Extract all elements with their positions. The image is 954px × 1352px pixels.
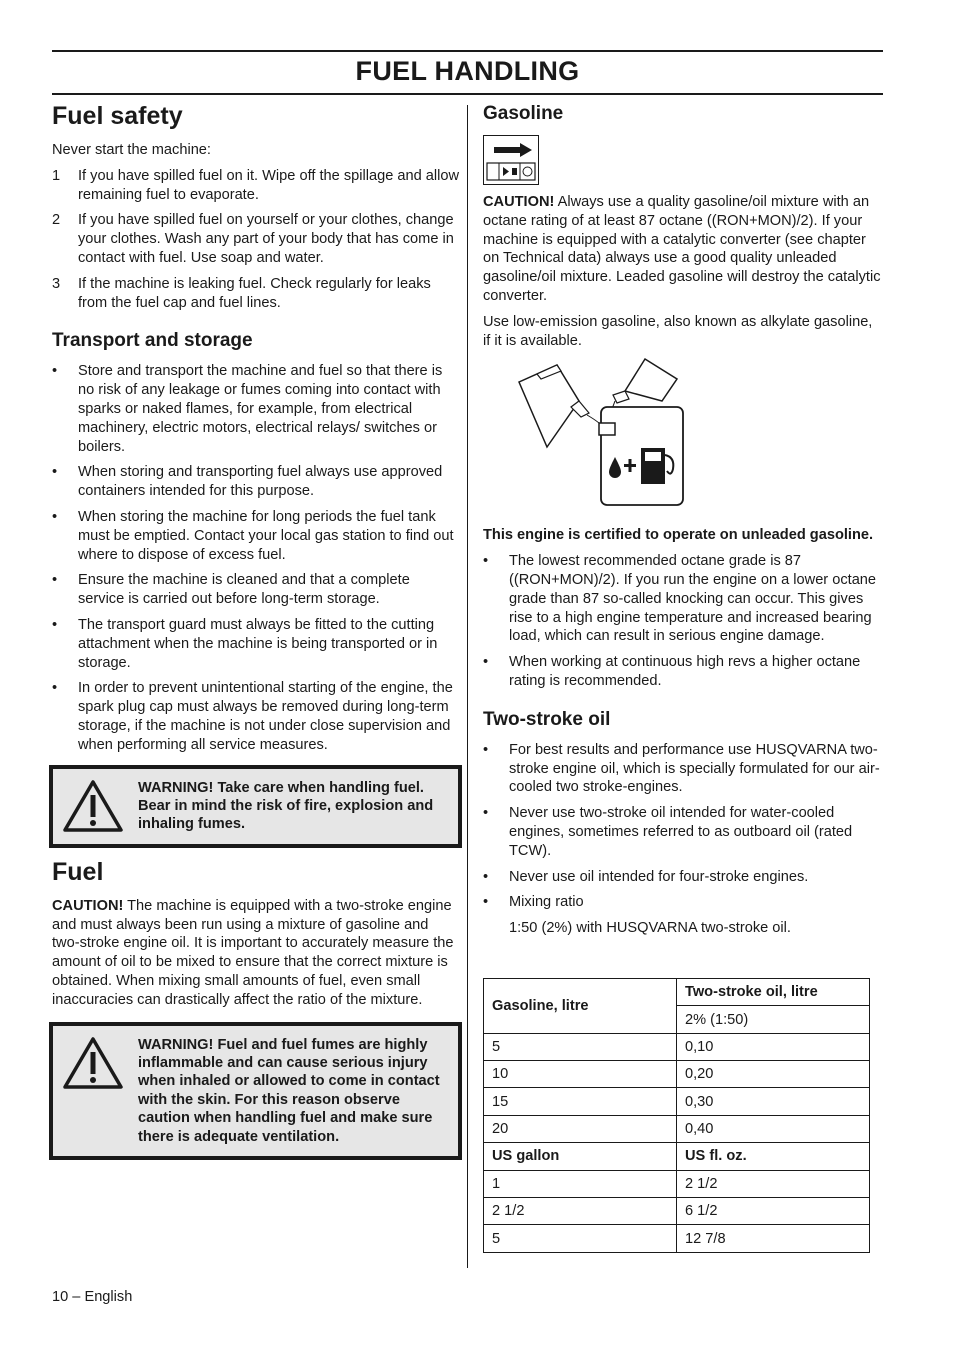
table-row [484, 1061, 870, 1088]
table-row [484, 1170, 870, 1197]
fuel-safety-intro: Never start the machine: [52, 142, 211, 158]
fuel-caution: CAUTION! The machine is equipped with a two-stroke engine and must always been run using a mixture of gasoline and two-stroke engine oil. It is important to accurately measure the amount of oil to be mixed to ensure that the correct mixture is obtained. When mixing small amounts of fuel, even small inaccuracies can drastically affect the ratio of the mixture. [52, 897, 454, 1008]
warning-box-fumes [49, 1022, 462, 1160]
list-item: • When storing the machine for long periods the fuel tank must be emptied. Contact your local gas station to find out where to dispose of excess fuel. [52, 508, 454, 563]
list-item: • When working at continuous high revs a higher octane rating is recommended. [483, 654, 861, 689]
table-cell: 2% (1:50) [677, 1006, 870, 1033]
warning-triangle-icon [62, 1036, 124, 1090]
list-item: • Never use oil intended for four-stroke engines. [483, 868, 809, 885]
two-stroke-list [483, 741, 883, 938]
table-row [484, 1115, 870, 1142]
warning-triangle-icon [62, 779, 124, 833]
table-cell: 20 [484, 1115, 677, 1142]
table-row [484, 1088, 870, 1115]
table-header-cell: US fl. oz. [677, 1143, 870, 1170]
table-cell: 5 [484, 1033, 677, 1060]
fuel-heading: Fuel [52, 857, 104, 886]
table-cell: 15 [484, 1088, 677, 1115]
list-item: • When storing and transporting fuel always use approved containers intended for this purpose. [52, 464, 443, 500]
table-cell: 1 [484, 1170, 677, 1197]
list-item: • Mixing ratio [483, 894, 584, 911]
table-header-cell: Gasoline, litre [484, 978, 677, 1033]
low-emission-text: Use low-emission gasoline, also known as alkylate gasoline, if it is available. [483, 313, 873, 349]
table-cell: 12 7/8 [677, 1225, 870, 1252]
table-row [484, 1033, 870, 1060]
table-cell: 0,10 [677, 1033, 870, 1060]
list-item: • In order to prevent unintentional starting of the engine, the spark plug cap must always be removed during long-term storage, if the machine is not under close supervision and when performing all service measures. [52, 680, 453, 753]
list-item: • Ensure the machine is cleaned and that a complete service is carried out before long-term storage. [52, 572, 410, 608]
list-item: • The transport guard must always be fitted to the cutting attachment when the machine is being transported or in storage. [52, 616, 438, 671]
list-item: • The lowest recommended octane grade is 87 ((RON+MON)/2). If you run the engine on a lower octane grade than 87 so-called knocking can occur. This gives rise to a high engine temperature and increased bearing load, which can result in serious engine damage. [483, 553, 877, 645]
list-item: 2 If you have spilled fuel on yourself or your clothes, change your clothes. Wash any part of your body that has come in contact with fuel. Use soap and water. [52, 212, 454, 266]
certified-text: This engine is certified to operate on unleaded gasoline. [483, 527, 874, 544]
table-cell: 10 [484, 1061, 677, 1088]
mixing-table [483, 978, 870, 1253]
table-cell: 2 1/2 [484, 1198, 677, 1225]
table-cell: 2 1/2 [677, 1170, 870, 1197]
fuel-can-illustration [517, 357, 883, 514]
fuel-safety-list [52, 167, 460, 313]
table-row [484, 1225, 870, 1252]
column-divider [467, 105, 468, 1268]
page-footer: 10 – English [52, 1289, 133, 1305]
list-item: • Store and transport the machine and fuel so that there is no risk of any leakage or fumes coming into contact with sparks or naked flames, for example, from electrical machinery, electric motors, electrical relays/ switches or boilers. [52, 363, 443, 455]
list-item: • Never use two-stroke oil intended for water-cooled engines, sometimes referred to as outboard oil (rated TCW). [483, 805, 853, 859]
top-rule [52, 50, 883, 52]
fuel-safety-heading: Fuel safety [52, 102, 183, 130]
left-column [52, 100, 460, 1170]
table-row [484, 1143, 870, 1170]
warning-text: WARNING! Take care when handling fuel. Bear in mind the risk of fire, explosion and inhaling fumes. [138, 779, 434, 833]
table-cell: 0,20 [677, 1061, 870, 1088]
table-cell: 5 [484, 1225, 677, 1252]
list-item: 3 If the machine is leaking fuel. Check regularly for leaks from the fuel cap and fuel lines. [52, 275, 431, 311]
warning-text: WARNING! Fuel and fuel fumes are highly inflammable and can cause serious injury when inhaled or allowed to come in contact with the skin. For this reason observe caution when handling fuel and make sure there is adequate ventilation. [138, 1036, 440, 1145]
table-header-cell: Two-stroke oil, litre [677, 978, 870, 1005]
warning-box-handling [49, 765, 462, 848]
page-title: FUEL HANDLING [355, 56, 580, 86]
fuel-refer-icon [483, 135, 539, 185]
table-row [484, 978, 870, 1005]
table-cell: 0,30 [677, 1088, 870, 1115]
table-cell: 0,40 [677, 1115, 870, 1142]
right-column [483, 100, 883, 1253]
table-cell: 6 1/2 [677, 1198, 870, 1225]
table-header-cell: US gallon [484, 1143, 677, 1170]
transport-heading: Transport and storage [52, 330, 253, 352]
title-rule [52, 93, 883, 95]
list-item: • For best results and performance use HUSQVARNA two-stroke engine oil, which is specially formulated for our air-cooled two stroke-engines. [483, 741, 880, 796]
fuel-mixing-icon [517, 357, 687, 509]
two-stroke-heading: Two-stroke oil [483, 708, 611, 730]
mixing-ratio-value: 1:50 (2%) with HUSQVARNA two-stroke oil. [509, 920, 791, 937]
transport-list [52, 362, 460, 754]
list-item: 1 If you have spilled fuel on it. Wipe off the spillage and allow remaining fuel to evaporate. [52, 167, 460, 203]
gasoline-caution: CAUTION! Always use a quality gasoline/oil mixture with an octane rating of at least 87 octane ((RON+MON)/2). If your machine is equipped with a catalytic converter (see chapter on Technical data) always use a good quality unleaded gasoline/oil mixture. Leaded gasoline will destroy the catalytic converter. [483, 194, 881, 304]
table-row [484, 1198, 870, 1225]
gasoline-heading: Gasoline [483, 103, 564, 124]
gasoline-list [483, 552, 883, 691]
